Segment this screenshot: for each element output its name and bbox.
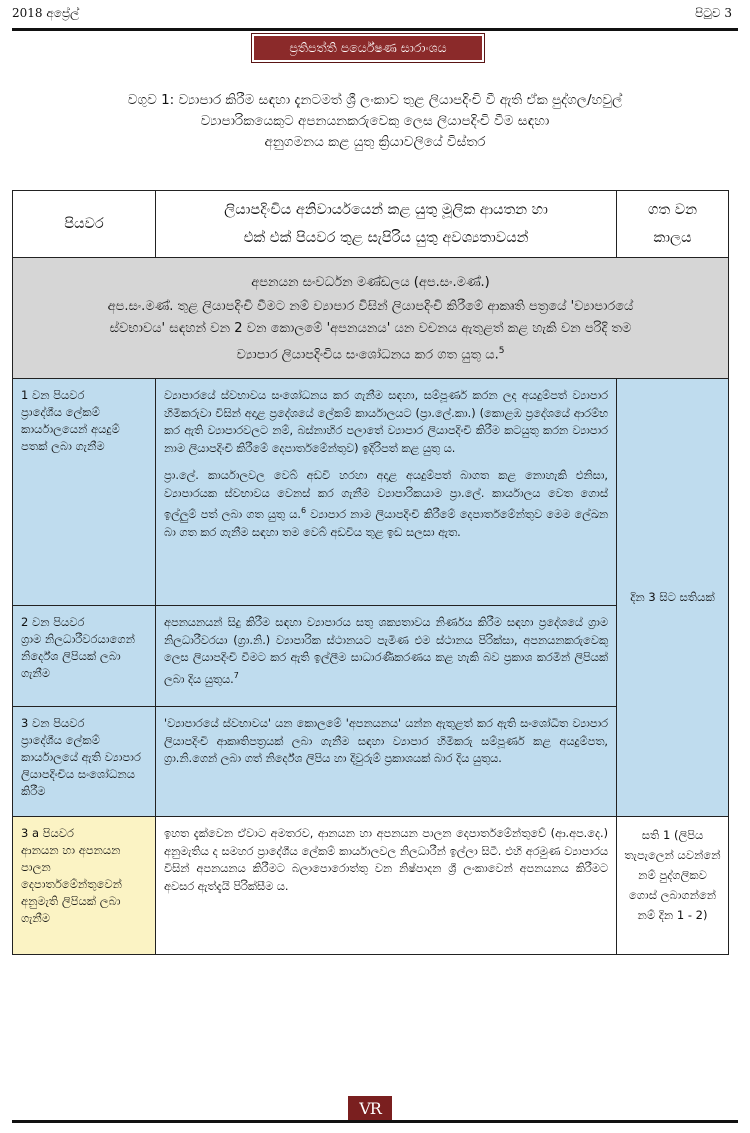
step-3a: 3 a පියවර ආනයන හා අපනයන පාලන දෙපාර්තමේන්තුවෙන් අනුමැති ලිපියක් ලබා ගැනීම [13, 817, 156, 955]
step-2-text: අපනයනයන් සිදු කිරීම සඳහා ව්‍යාපාරය සතු ශක්‍යතාවය නිර්ණය කිරීම සඳහා ප්‍රදේශයේ ග්‍රාම නිලධාරීවරයා (ග්‍රා.නි.) ව්‍යාපාරික ස්ථානයට පැමිණ එම ස්ථානය පිරික්සා, අපනයනකරුවෙකු ලෙස ලියාපදිංචි වීමට කර ඇති ඉල්ලීම සාධාරණීකරණය කළ හැකි බව ප්‍රකාශ කරමින් ලිපියක් ලබා දිය යුතුය. [164, 616, 608, 686]
bottom-rule [12, 1120, 738, 1123]
step-3-description [156, 707, 617, 817]
step-1-paragraph-2 [164, 467, 608, 541]
step-2: 2 වන පියවර ග්‍රාම නිලධාරීවරයාගෙන් නිර්දේශ ලිපියක් ලබා ගැනීම [13, 606, 156, 707]
section-title: අපනයන සංවර්ධන මණ්ඩලය (අප.සං.මණ්.) [251, 275, 490, 290]
footnote-5: 5 [498, 346, 505, 356]
step-3: 3 වන පියවර ප්‍රාදේශීය ලේකම් කාර්යාලයේ ඇති ව්‍යාපාර ලියාපදිංචිය සංශෝධනය කිරීම [13, 707, 156, 817]
table-row [13, 379, 729, 606]
table-row [13, 817, 729, 955]
header-description [156, 191, 617, 258]
duration-step-3a: සති 1 (ලිපිය තැපැලෙන් යවන්නේ නම් පුද්ගලිකව ගොස් ලබාගන්නේ නම් දින 1 - 2) [617, 817, 729, 955]
step-3-paragraph-1: 'ව්‍යාපාරයේ ස්වභාවය' යන කොලමේ 'අපනයනය' යන්න ඇතුළත් කර ඇති සංශෝධිත ව්‍යාපාර ලියාපදිංචි ආකෘතිපත්‍රයක් ලබා ගැනීම සඳහා ව්‍යාපාර හිමිකරු සම්පූර්ණ කළ අයදුම්පත, ග්‍රා.නි.ගෙන් ලබා ගත් නිර්දේශ ලිපිය හා දිවුරුම් ප්‍රකාශයක් බාර දිය යුතුය. [164, 717, 608, 766]
process-table [12, 190, 729, 955]
publisher-logo: VR [348, 1096, 392, 1122]
header-time [617, 191, 729, 258]
section-banner: ප්‍රතිපත්ති පර්යේෂණ සාරාංශය [254, 36, 482, 60]
header-date: 2018 අප්‍රේල් [12, 6, 80, 20]
footnote-6: 6 [300, 506, 307, 516]
footnote-7: 7 [233, 670, 239, 680]
step-1-paragraph-2b: ව්‍යාපාර නාම ලියාපදිංචි කිරීමේ දෙපාර්තමේන්තුව මෙම ලේඛන බා ගත කර ගැනීම සඳහා තම වෙබ් අඩවිය තුළ ඉඩ සලසා ඇත. [164, 508, 608, 539]
step-2-paragraph-1 [164, 614, 608, 688]
caption-line-3: අනුගමනය කළ යුතු ක්‍රියාවලියේ විස්තර [264, 134, 486, 150]
top-rule [12, 28, 738, 31]
header-step: පියවර [13, 191, 156, 258]
section-line-1: අප.සං.මණ්. තුළ ලියාපදිංචි වීමට නම් ව්‍යාපාර විසින් ලියාපදිංචි කිරීමේ ආකෘති පත්‍රයේ 'ව්‍යාපාරයේ [107, 299, 634, 314]
section-line-2: ස්වභාවය' සඳහන් වන 2 වන කොලමේ 'අපනයනය' යන වචනය ඇතුළත් කළ හැකි වන පරිදි තම [109, 321, 632, 336]
section-line-3-text: ව්‍යාපාර ලියාපදිංචිය සංශෝධනය කර ගත යුතු ය. [236, 347, 499, 363]
header-description-line-1: ලියාපදිංචිය අනිවාර්යයෙන් කළ යුතු මූලික ආයතන හා [224, 202, 548, 218]
step-3a-paragraph-1: ඉහත දැක්වෙන ඒවාට අමතරව, ආනයන හා අපනයන පාලන දෙපාර්තමේන්තුවේ (ආ.අප.දෙ.) අනුමැතිය ද සමහර ප්‍රාදේශීය ලේකම් කාර්යාලවල නිලධාරීන් ඉල්ලා සිටී. එහි අරමුණ ව්‍යාපාරය විසින් අපනයනය කිරීමට බලාපොරොත්තු වන නිෂ්පාදන ශ්‍රී ලංකාවෙන් අපනයනය කිරීමට අවසර ඇත්දැයි පිරික්සීම ය. [164, 827, 608, 893]
header-time-line-1: ගත වන [648, 202, 697, 218]
header-description-line-2: එක් එක් පියවර තුළ සැපිරිය යුතු අවශ්‍යතාවයන් [243, 230, 529, 246]
duration-steps-1-3: දින 3 සිට සතියක් [617, 379, 729, 817]
table-header-row [13, 191, 729, 258]
header-time-line-2: කාලය [653, 230, 692, 246]
step-1-paragraph-2a: ප්‍රා.ලේ. කාර්යාලවල වෙබ් අඩවි හරහා අදාළ අයදුම්පත් බාගත කළ නොහැකි එනිසා, ව්‍යාපාරයක ස්වභාවය වෙනස් කර ගැනීම ව්‍යාපාරිකයාම ප්‍රා.ලේ. කාර්යාලය වෙත ගොස් ඉල්ලුම් පත් ලබා ගත යුතු ය. [164, 469, 608, 522]
caption-line-1: වගුව 1: ව්‍යාපාර කිරීම සඳහා දැනටමත් ශ්‍රී ලංකාව තුළ ලියාපදිංචි වී ඇති ඒක පුද්ගල/හවුල් [127, 92, 623, 108]
step-3a-description [156, 817, 617, 955]
caption-line-2: ව්‍යාපාරිකයෙකුට අපනයනකරුවෙකු ලෙස ලියාපදිංචි වීම සඳහා [200, 113, 550, 129]
table-caption [40, 90, 710, 153]
step-2-description [156, 606, 617, 707]
step-1: 1 වන පියවර ප්‍රාදේශීය ලේකම් කාර්යාලයෙන් අයදුම් පතක් ලබා ගැනීම [13, 379, 156, 606]
section-row [13, 258, 729, 379]
step-1-paragraph-1: ව්‍යාපාරයේ ස්වභාවය සංශෝධනය කර ගැනීම සඳහා, සම්පූර්ණ කරන ලද අයදුම්පත් ව්‍යාපාර හිමිකරුවා විසින් අදාළ ප්‍රදේශයේ ලේකම් කාර්යාලයට (ප්‍රා.ලේ.කා.) (කොළඹ ප්‍රදේශයේ ආරම්භ කර ඇති ව්‍යාපාරවලට නම්, බස්නාහිර පලාතේ ව්‍යාපාර ලියාපදිංචි කිරීම කටයුතු කරන ව්‍යාපාර නාම ලියාපදිංචි කිරීමේ දෙපාර්තමේන්තුව) ඉදිරිපත් කළ යුතු ය. [164, 389, 608, 455]
header-page-number: පිටුව 3 [695, 6, 732, 20]
step-1-description [156, 379, 617, 606]
section-cell [13, 258, 729, 379]
section-line-3 [27, 340, 714, 366]
